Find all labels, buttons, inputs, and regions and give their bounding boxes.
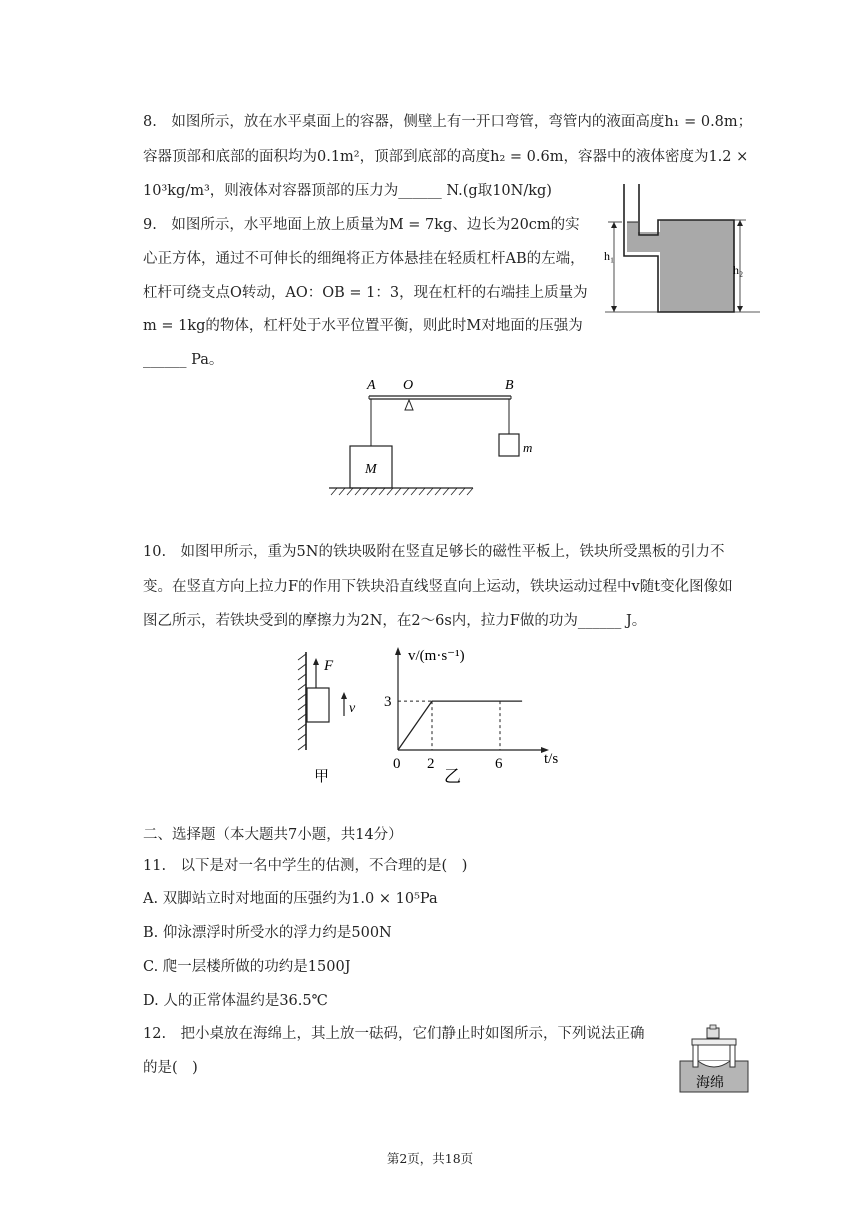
fig10-label-v: v [349, 701, 356, 716]
fig10-label-F: F [324, 658, 334, 674]
fig10-vt-chart [372, 640, 562, 790]
fig9-label-M: M [365, 462, 377, 477]
fig9-lever-diagram [325, 374, 533, 499]
q10-line-2: 变。在竖直方向上拉力F的作用下铁块沿直线竖直向上运动，铁块运动过程中v随t变化图像如 [143, 579, 733, 595]
fig12-sponge-label: 海绵 [696, 1076, 724, 1091]
q12-line-2: 的是( ) [143, 1060, 198, 1076]
fig9-block-m [499, 434, 519, 456]
fig10-jia-diagram [292, 650, 367, 790]
page-footer: 第2页，共18页 [386, 1151, 474, 1166]
fig12-table-top [692, 1039, 736, 1045]
fig12-sponge-diagram [678, 1025, 750, 1095]
chart-x-tick-2: 2 [427, 756, 435, 772]
fig8-container-diagram [600, 180, 760, 320]
fig9-label-B: B [505, 378, 514, 393]
chart-x-axis-label: t/s [544, 751, 559, 767]
fig9-fulcrum [405, 400, 413, 410]
chart-y-tick-3: 3 [384, 694, 392, 711]
q9-line-3: 杠杆可绕支点O转动，AO：OB = 1：3，现在杠杆的右端挂上质量为 [143, 285, 588, 301]
chart-y-axis-label: v/(m·s⁻¹) [408, 648, 465, 664]
q11-option-b: B. 仰泳漂浮时所受水的浮力约是500N [143, 925, 392, 941]
q9-line-2: 心正方体，通过不可伸长的细绳将正方体悬挂在轻质杠杆AB的左端， [143, 251, 585, 267]
q11-option-c: C. 爬一层楼所做的功约是1500J [143, 959, 351, 975]
q11-option-a: A. 双脚站立时对地面的压强约为1.0 × 10⁵Pa [143, 891, 438, 907]
fig12-weight [707, 1028, 719, 1038]
fig8-h1-label: h₁ [604, 249, 615, 263]
q8-line-1: 8. 如图所示，放在水平桌面上的容器，侧壁上有一开口弯管，弯管内的液面高度h₁ = 0.8m； [143, 114, 753, 130]
fig10-label-jia: 甲 [314, 769, 330, 785]
fig8-liquid [627, 220, 734, 312]
section-heading: 二、选择题（本大题共7小题，共14分） [143, 827, 403, 843]
q9-line-4: m = 1kg的物体，杠杆处于水平位置平衡，则此时M对地面的压强为 [143, 318, 583, 334]
q11-stem: 11. 以下是对一名中学生的估测，不合理的是( ) [143, 858, 468, 874]
q10-line-1: 10. 如图甲所示，重为5N的铁块吸附在竖直足够长的磁性平板上，铁块所受黑板的引力不 [143, 544, 725, 560]
fig9-label-A: A [367, 378, 376, 393]
fig9-label-O: O [403, 378, 414, 393]
fig10-label-yi: 乙 [444, 767, 461, 786]
q8-line-2: 容器顶部和底部的面积均为0.1m²，顶部到底部的高度h₂ = 0.6m，容器中的液体密度为1.2 × [143, 149, 749, 165]
fig8-h2-label: h₂ [733, 263, 744, 277]
q9-line-5: ______ Pa。 [143, 352, 224, 368]
chart-series-line [398, 701, 522, 750]
q9-line-1: 9. 如图所示，水平地面上放上质量为M = 7kg、边长为20cm的实 [143, 217, 580, 233]
q11-option-d: D. 人的正常体温约是36.5℃ [143, 993, 328, 1009]
q8-line-3: 10³kg/m³，则液体对容器顶部的压力为______ N.(g取10N/kg) [143, 183, 552, 199]
fig9-label-m: m [523, 440, 533, 455]
chart-x-tick-6: 6 [495, 756, 503, 772]
q12-line-1: 12. 把小桌放在海绵上，其上放一砝码，它们静止时如图所示，下列说法正确 [143, 1026, 645, 1042]
chart-x-tick-0: 0 [393, 756, 401, 772]
fig10-iron-block [307, 688, 329, 722]
q10-line-3: 图乙所示，若铁块受到的摩擦力为2N，在2～6s内，拉力F做的功为______ J。 [143, 613, 647, 629]
